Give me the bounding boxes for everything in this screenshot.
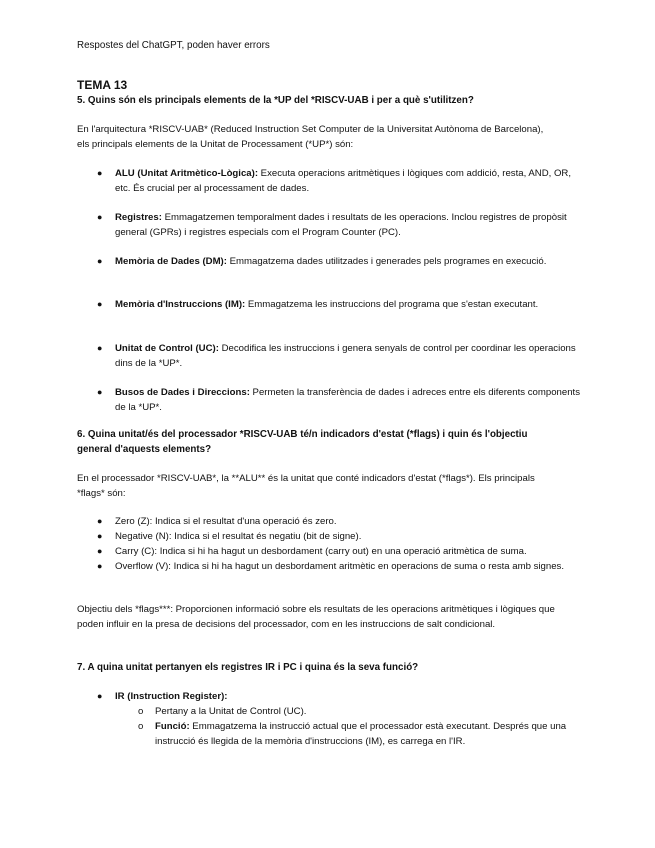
bullet-icon: ● xyxy=(97,168,103,178)
sub-item-text: Pertany a la Unitat de Control (UC). xyxy=(155,706,307,717)
flag-item: Overflow (V): Indica si hi ha hagut un desbordament aritmètic en operacions de suma o resta amb signes. xyxy=(115,561,565,572)
list-item-text: Decodifica les instruccions i genera senyals de control per coordinar les operacions dins de la *UP*. xyxy=(115,343,576,369)
list-item xyxy=(115,166,585,196)
question-6-intro: En el processador *RISCV-UAB*, la **ALU** és la unitat que conté indicadors d'estat (*flags*). Els principals *flags* són: xyxy=(77,473,535,499)
bullet-icon: ● xyxy=(97,256,103,266)
sub-item xyxy=(155,719,585,749)
bullet-icon: ● xyxy=(97,299,103,309)
list-item-term: Busos de Dades i Direccions: xyxy=(115,387,250,398)
flag-item: Carry (C): Indica si hi ha hagut un desbordament (carry out) en una operació aritmètica de suma. xyxy=(115,546,527,557)
sub-bullet-icon: o xyxy=(138,721,144,732)
sub-item-text: Emmagatzema la instrucció actual que el processador està executant. Després que una instrucció és llegida de la memòria d'instruccions (IM), es carrega en l'IR. xyxy=(155,721,567,747)
list-item xyxy=(115,689,585,704)
question-5-intro: En l'arquitectura *RISCV-UAB* (Reduced Instruction Set Computer de la Universitat Autònoma de Barcelona), els principals elements de la Unitat de Processament (*UP*) són: xyxy=(77,124,544,150)
list-item-term: ALU (Unitat Aritmètico-Lògica): xyxy=(115,168,259,179)
flags-objective: Objectiu dels *flags***: Proporcionen informació sobre els resultats de les operacions aritmètiques i lògiques que poden influir en la presa de decisions del processador, com en les instruccions de salt condicional. xyxy=(77,604,555,630)
list-item xyxy=(115,297,585,312)
list-item xyxy=(115,385,585,415)
list-item-term: Unitat de Control (UC): xyxy=(115,343,219,354)
sub-item-term: Funció: xyxy=(155,721,190,732)
list-item-term: IR (Instruction Register): xyxy=(115,691,228,702)
flag-item: Negative (N): Indica si el resultat és negatiu (bit de signe). xyxy=(115,531,362,542)
bullet-icon: ● xyxy=(97,212,103,222)
list-item-text: Emmagatzemen temporalment dades i resultats de les operacions. Inclou registres de propòsit general (GPRs) i registres especials com el Program Counter (PC). xyxy=(115,212,567,238)
question-6: 6. Quina unitat/és del processador *RISCV-UAB té/n indicadors d'estat (*flags) i quin és l'objectiu general d'aquests elements? xyxy=(77,429,528,455)
question-7: 7. A quina unitat pertanyen els registres IR i PC i quina és la seva funció? xyxy=(77,662,419,673)
sub-bullet-icon: o xyxy=(138,706,144,717)
bullet-icon: ● xyxy=(97,546,103,556)
list-item xyxy=(115,210,585,240)
sub-item xyxy=(155,704,585,719)
bullet-icon: ● xyxy=(97,531,103,541)
bullet-icon: ● xyxy=(97,561,103,571)
bullet-icon: ● xyxy=(97,691,103,701)
list-item xyxy=(115,341,585,371)
list-item-term: Memòria d'Instruccions (IM): xyxy=(115,299,246,310)
list-item-term: Memòria de Dades (DM): xyxy=(115,256,227,267)
list-item-text: Emmagatzema dades utilitzades i generades pels programes en execució. xyxy=(226,256,547,267)
list-item-text: Executa operacions aritmètiques i lògiques com addició, resta, AND, OR, etc. És crucial per al processament de dades. xyxy=(115,168,572,194)
bullet-icon: ● xyxy=(97,343,103,353)
page-header: Respostes del ChatGPT, poden haver errors xyxy=(77,40,270,51)
list-item-text: Permeten la transferència de dades i adreces entre els diferents components de la *UP*. xyxy=(115,387,580,413)
bullet-icon: ● xyxy=(97,516,103,526)
list-item xyxy=(115,254,585,269)
question-5: 5. Quins són els principals elements de la *UP del *RISCV-UAB i per a què s'utilitzen? xyxy=(77,95,474,106)
bullet-icon: ● xyxy=(97,387,103,397)
list-item-text: Emmagatzema les instruccions del programa que s'estan executant. xyxy=(245,299,539,310)
section-title: TEMA 13 xyxy=(77,78,128,92)
list-item-term: Registres: xyxy=(115,212,162,223)
flag-item: Zero (Z): Indica si el resultat d'una operació és zero. xyxy=(115,516,337,527)
